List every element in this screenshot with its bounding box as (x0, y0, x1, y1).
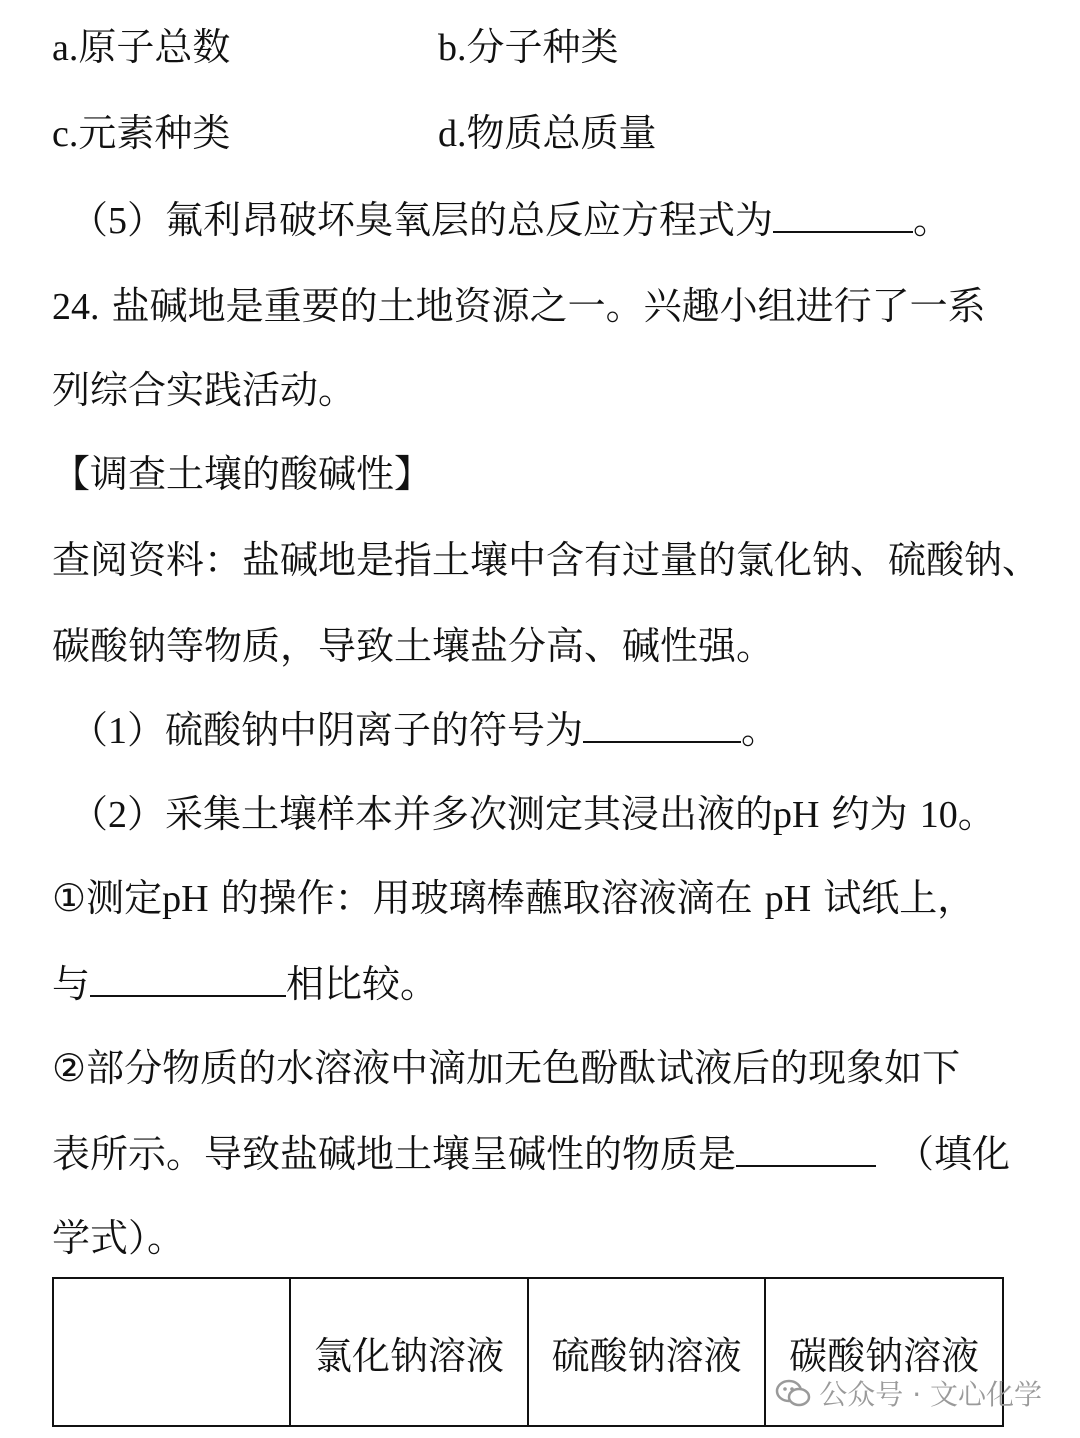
question-24-line1 (52, 280, 986, 333)
step-1-line2 (52, 958, 438, 1010)
ph-label: pH (764, 878, 812, 920)
question-1 (70, 704, 779, 757)
ph-label: pH (162, 878, 209, 920)
step-1-line1 (52, 872, 975, 925)
watermark-text: 公众号 · 文心化学 (819, 1378, 1042, 1411)
question-2-number: （2） (70, 794, 166, 836)
answer-blank[interactable] (736, 1135, 876, 1167)
question-1-end: 。 (741, 708, 780, 752)
question-5-end: 。 (913, 198, 952, 242)
step-2-line2-a: 表所示。导致盐碱地土壤呈碱性的物质是 (52, 1132, 737, 1176)
question-5-number: （5） (70, 200, 166, 242)
step-1-text-b: 的操作：用玻璃棒蘸取溶液滴在 (220, 876, 753, 920)
option-c: c.元素种类 (52, 113, 231, 155)
section-title: 【调查土壤的酸碱性】 (52, 452, 433, 496)
answer-blank[interactable] (773, 201, 913, 233)
question-2 (70, 788, 996, 841)
question-2-end: 。 (957, 792, 996, 836)
table-cell-empty (53, 1278, 290, 1426)
question-2-text-b: 约为 (831, 792, 908, 836)
step-2-line3: 学式）。 (52, 1216, 186, 1260)
option-b: b.分子种类 (438, 27, 619, 69)
question-5-text: 氟利昂破坏臭氧层的总反应方程式为 (165, 198, 774, 242)
option-d: d.物质总质量 (438, 113, 657, 155)
answer-blank[interactable] (583, 711, 741, 743)
question-1-number: （1） (70, 710, 166, 752)
question-24-number: 24. (52, 286, 100, 328)
question-24-line2: 列综合实践活动。 (52, 368, 357, 412)
question-2-text-a: 采集土壤样本并多次测定其浸出液的 (165, 792, 774, 836)
wechat-icon (775, 1378, 811, 1408)
step-2-line2-b: （填化 (896, 1132, 1011, 1176)
question-1-text: 硫酸钠中阴离子的符号为 (165, 708, 584, 752)
step-1-text-a: 测定 (86, 876, 163, 920)
step-1-line2-b: 相比较。 (286, 962, 439, 1006)
step-2-line2 (52, 1128, 1010, 1180)
circled-number-1: ① (52, 876, 87, 920)
question-5 (70, 194, 951, 247)
ph-value: 10 (919, 794, 958, 836)
option-a: a.原子总数 (52, 27, 231, 69)
ph-label: pH (773, 794, 820, 836)
table-header-na2co3: 碳酸钠溶液 (765, 1278, 1003, 1426)
answer-blank[interactable] (90, 965, 286, 997)
watermark (775, 1373, 1042, 1413)
step-1-text-c: 试纸上， (823, 876, 976, 920)
question-24-text: 盐碱地是重要的土地资源之一。兴趣小组进行了一系 (111, 284, 986, 328)
reference-line2: 碳酸钠等物质，导致土壤盐分高、碱性强。 (52, 624, 775, 668)
step-2-line1: ②部分物质的水溶液中滴加无色酚酞试液后的现象如下 (52, 1046, 961, 1090)
table-header-na2so4: 硫酸钠溶液 (528, 1278, 766, 1426)
step-1-line2-a: 与 (52, 962, 91, 1006)
reference-line1: 查阅资料：盐碱地是指土壤中含有过量的氯化钠、硫酸钠、 (52, 538, 1041, 582)
table-header-nacl: 氯化钠溶液 (290, 1278, 528, 1426)
